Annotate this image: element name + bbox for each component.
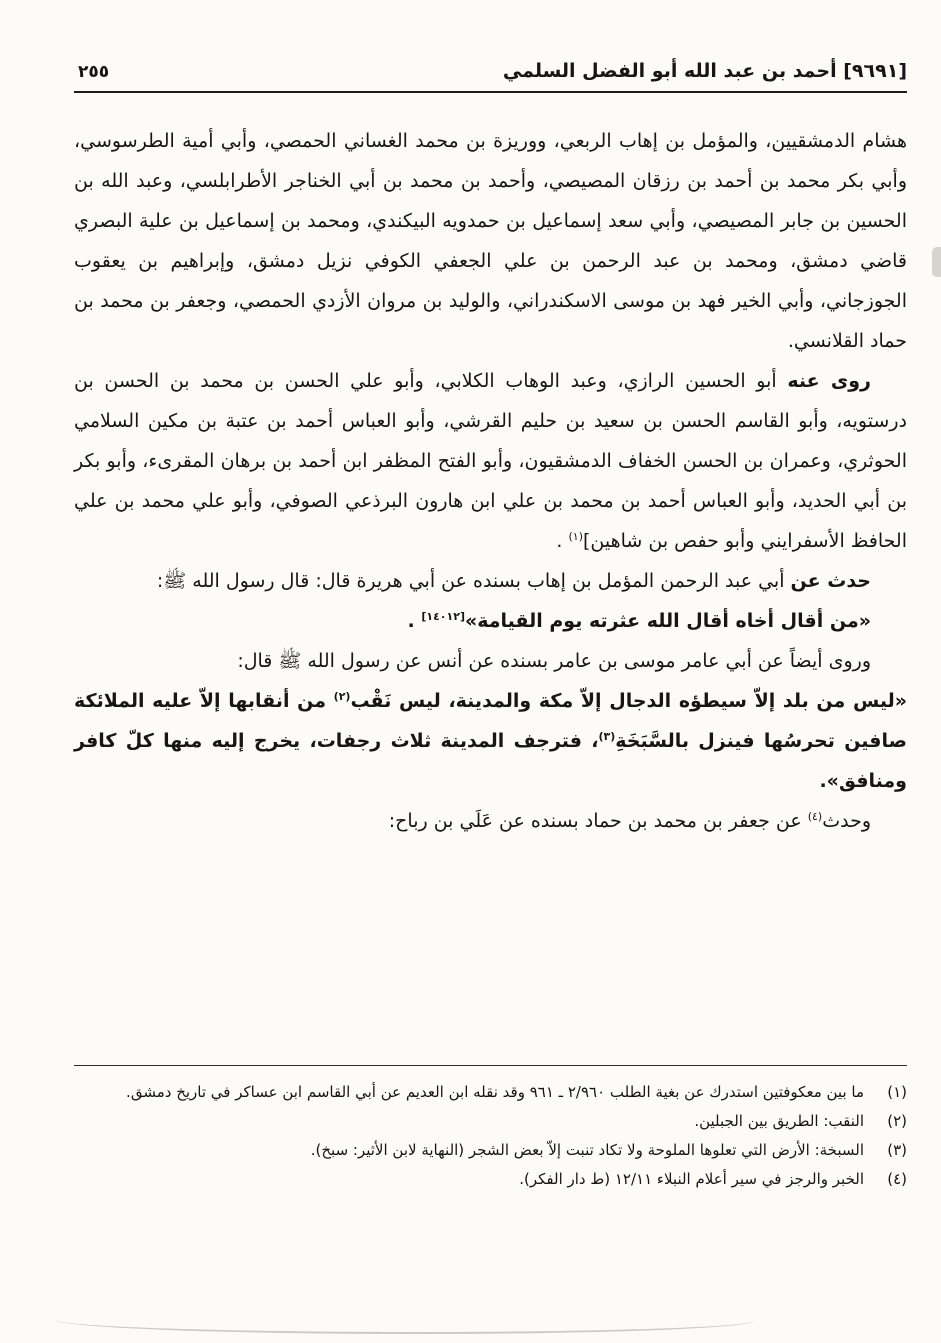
paragraph-segment: وروى أيضاً عن أبي عامر موسى بن عامر بسنده عن أنس عن رسول الله ﷺ قال: [237, 650, 871, 672]
paragraph [74, 121, 907, 361]
page-number: ٢٥٥ [78, 62, 110, 82]
footnote-ref: [١٤٠١٢] [421, 610, 465, 623]
paragraph-segment: حدث عن [790, 570, 871, 592]
paragraph [74, 601, 907, 641]
entry-title: [٩٦٩١] أحمد بن عبد الله أبو الفضل السلمي [502, 60, 907, 82]
footnote-number: (٤) [887, 1170, 907, 1188]
paragraph-segment: عن جعفر بن محمد بن حماد بسنده عن عَلَي بن رباح: [388, 810, 808, 832]
paragraph-segment: «من أقال أخاه أقال الله عثرته يوم القيامة» [464, 610, 871, 632]
footnote-text: النقب: الطريق بين الجبلين. [694, 1112, 864, 1130]
footnote [74, 1108, 907, 1134]
footnote [74, 1079, 907, 1105]
footnote [74, 1166, 907, 1192]
paragraph-segment: أبو الحسين الرازي، وعبد الوهاب الكلابي، وأبو علي الحسن بن محمد بن الحسن بن درستويه، وأبو القاسم الحسن بن سعيد بن حليم القرشي، وأبو العباس أحمد بن عتبة بن مكين السلامي الحوثري، وعمران بن الحسن الخفاف الدمشقيون، وأبو الفتح المظفر ابن أحمد بن برهان المقرىء، وأبو بكر بن أبي الحديد، وأبو العباس أحمد بن محمد بن علي ابن هارون البرذعي الصوفي، وأبو علي محمد بن علي الحافظ الأسفرايني وأبو حفص بن شاهين] [74, 370, 907, 552]
paragraph-segment: أبي عبد الرحمن المؤمل بن إهاب بسنده عن أبي هريرة قال: قال رسول الله ﷺ: [156, 570, 791, 592]
paragraph-segment: . [556, 530, 569, 552]
paragraph-segment: من أنقابها إلاّ عليه الملائكة صافين تحرسُها فينزل بالسَّبَخَةِ [74, 690, 907, 752]
paragraph-segment: «ليس من بلد إلاّ سيطؤه الدجال إلاّ مكة والمدينة، ليس نَقْب [350, 690, 907, 712]
footnote-number: (٢) [887, 1112, 907, 1130]
footnote-ref: (٤) [807, 810, 823, 823]
paragraph-segment: . [407, 610, 422, 632]
scan-artifact [55, 1306, 755, 1334]
paragraph [74, 801, 907, 841]
footnote-section [74, 1065, 907, 1192]
body-text [74, 121, 907, 1059]
footnote-number: (٣) [887, 1141, 907, 1159]
footnote-number: (١) [887, 1083, 907, 1101]
footnote-text: ما بين معكوفتين استدرك عن بغية الطلب ٢/٩٦٠ ـ ٩٦١ وقد نقله ابن العديم عن أبي القاسم ابن عساكر في تاريخ دمشق. [126, 1083, 864, 1101]
paragraph [74, 641, 907, 681]
footnote-list [74, 1079, 907, 1192]
page-header [74, 60, 907, 93]
paragraph-segment: هشام الدمشقيين، والمؤمل بن إهاب الربعي، ووريزة بن محمد الغساني الحمصي، وأبي أمية الطرسوسي، وأبي بكر محمد بن أحمد بن رزقان المصيصي، وأحمد بن محمد بن أبي الخناجر الأطرابلسي، وعبد الله بن الحسين بن جابر المصيصي، وأبي سعد إسماعيل بن حمدويه البيكندي، ومحمد بن إسماعيل بن علية البصري قاضي دمشق، ومحمد بن عبد الرحمن بن علي الجعفي الكوفي نزيل دمشق، وإبراهيم بن يعقوب الجوزجاني، وأبي الخير فهد بن موسى الاسكندراني، والوليد بن مروان الأزدي الحمصي، وجعفر بن محمد بن حماد القلانسي. [74, 130, 907, 352]
footnote [74, 1137, 907, 1163]
paragraph [74, 681, 907, 801]
footnote-text: الخبر والرجز في سير أعلام النبلاء ١٢/١١ (ط دار الفكر). [519, 1170, 864, 1188]
footnote-ref: (٣) [598, 730, 616, 743]
footnote-ref: (٢) [333, 690, 351, 703]
footnote-ref: (١) [568, 530, 584, 543]
paragraph-segment: روى عنه [787, 370, 871, 392]
paragraph [74, 361, 907, 561]
paragraph-segment: ، فترجف المدينة ثلاث رجفات، يخرج إليه منها كلّ كافر ومنافق». [74, 730, 907, 792]
scan-artifact [932, 247, 941, 277]
footnote-text: السبخة: الأرض التي تعلوها الملوحة ولا تكاد تنبت إلاّ بعض الشجر (النهاية لابن الأثير: سبخ). [310, 1141, 864, 1159]
paragraph-segment: وحدث [822, 810, 871, 832]
paragraph [74, 561, 907, 601]
